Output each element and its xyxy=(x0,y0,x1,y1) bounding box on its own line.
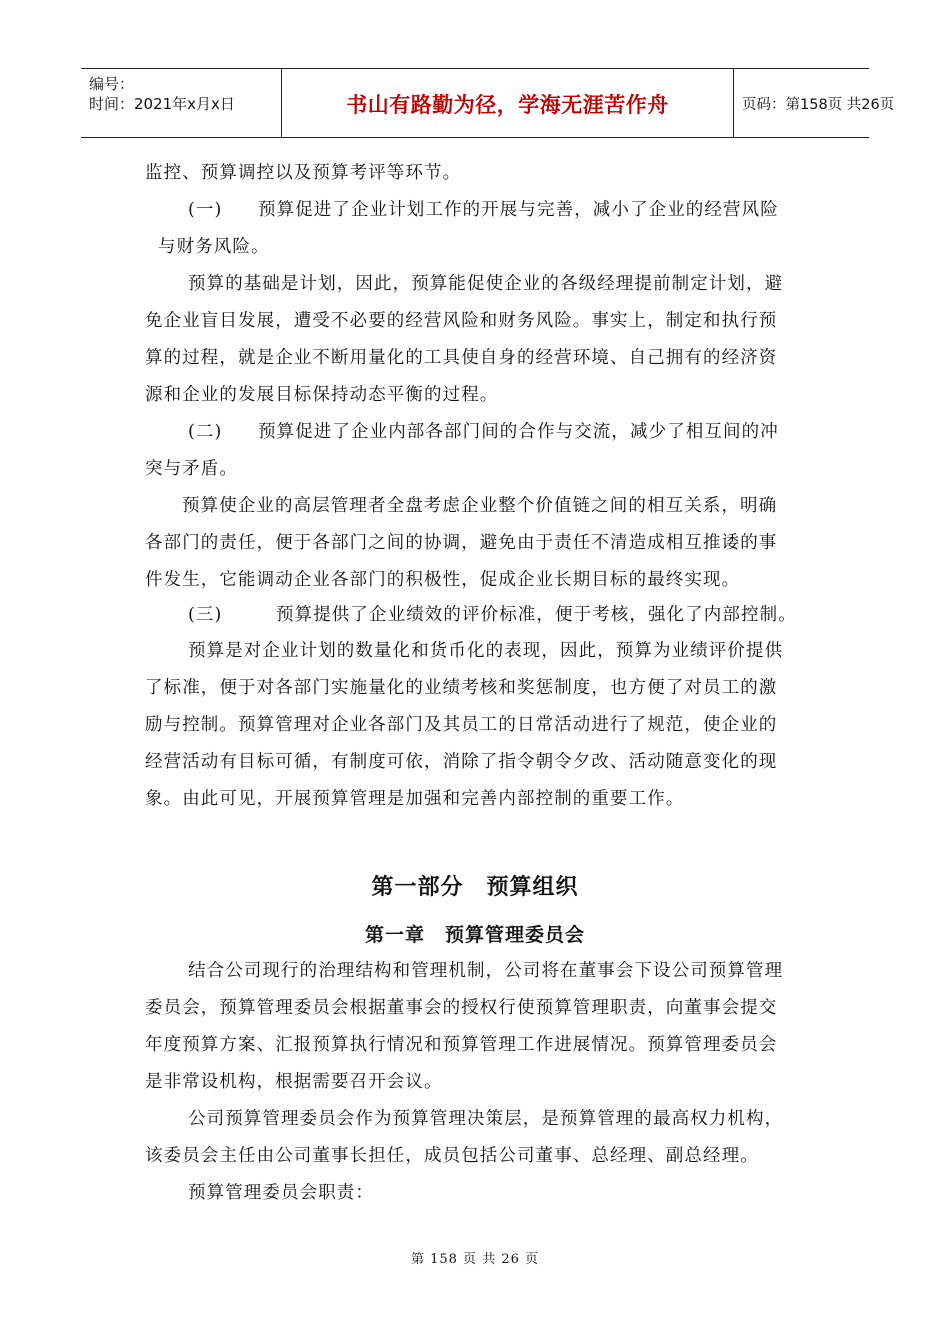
section-title: 预算促进了企业内部各部门间的合作与交流，减少了相互间的冲 xyxy=(258,422,779,442)
header-motto-cell xyxy=(282,69,734,137)
section-title: 预算促进了企业计划工作的开展与完善，减小了企业的经营风险 xyxy=(258,200,779,220)
motto-text: 书山有路勤为径，学海无涯苦作舟 xyxy=(346,93,669,117)
header-page-cell xyxy=(734,69,895,137)
doc-number-label: 编号： xyxy=(89,75,135,93)
time-label: 时间：2021年x月x日 xyxy=(89,95,235,113)
section-number: (一) xyxy=(188,200,223,220)
page-footer: 第 158 页 共 26 页 xyxy=(410,1252,540,1267)
part-title: 第一部分 预算组织 xyxy=(371,875,579,900)
document-header xyxy=(81,68,895,138)
section-title: 预算提供了企业绩效的评价标准，便于考核，强化了内部控制。 xyxy=(276,605,797,625)
header-info-cell xyxy=(81,69,282,137)
section-number: (三) xyxy=(188,605,223,625)
page-code: 页码：第158页 共26页 xyxy=(742,97,895,113)
chapter-title: 第一章 预算管理委员会 xyxy=(364,924,585,946)
section-number: (二) xyxy=(188,422,223,442)
